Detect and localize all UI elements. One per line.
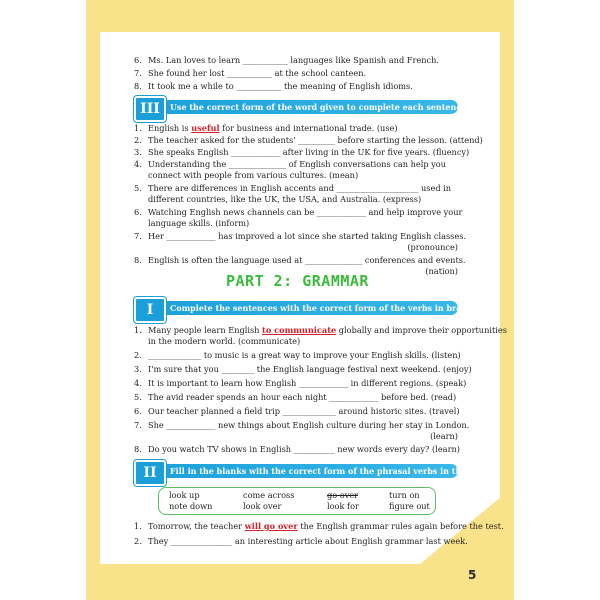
word-box-item: look for [327, 501, 359, 511]
word-box-item: look over [243, 501, 282, 511]
list-item: 5. There are differences in English accents and ____________________ used in [134, 183, 452, 193]
left-band [86, 0, 100, 600]
list-item: 3. I'm sure that you ________ the English language festival next weekend. (enjoy) [134, 364, 472, 374]
section-header-iii [134, 100, 470, 117]
page-number: 5 [468, 568, 477, 582]
list-item: 2. They _______________ an interesting article about English grammar last week. [134, 536, 468, 546]
list-item: 3. She speaks English ____________ after living in the UK for five years. (fluency) [134, 147, 470, 157]
word-box-item: come across [243, 490, 295, 500]
list-item-continuation: in the modern world. (communicate) [148, 336, 301, 346]
word-box-item-used: go over [327, 490, 359, 500]
list-item: 2. The teacher asked for the students' _________ before starting the lesson. (attend) [134, 135, 483, 145]
word-box-item: turn on [389, 490, 420, 500]
section-number: III [134, 96, 166, 122]
part-title: PART 2: GRAMMAR [226, 272, 369, 290]
section-number: II [134, 460, 166, 486]
bottom-band [86, 564, 514, 600]
list-item-continuation: different countries, like the UK, the USA, and Australia. (express) [148, 194, 422, 204]
example-answer: will go over [244, 521, 298, 531]
list-item: 7. Her ____________ has improved a lot since she started taking English classes. [134, 231, 467, 241]
section-instruction: Fill in the blanks with the correct form of the phrasal verbs in the box. [170, 466, 488, 476]
list-item-continuation: connect with people from various cultures. (mean) [148, 170, 359, 180]
list-item: 7. She ____________ new things about English culture during her stay in London. [134, 420, 470, 430]
section-header-ii [134, 464, 488, 481]
list-item: 1. English is useful for business and international trade. (use) [134, 123, 398, 133]
list-item: 2. _____________ to music is a great way to improve your English skills. (listen) [134, 350, 461, 360]
list-item: 6. Our teacher planned a field trip _____________ around historic sites. (travel) [134, 406, 460, 416]
section-instruction: Use the correct form of the word given to complete each sentence. [170, 102, 470, 112]
list-item: 7. She found her lost ___________ at the school canteen. [134, 68, 367, 78]
section-number: I [134, 297, 166, 323]
word-box-item: note down [169, 501, 213, 511]
list-item: 1. Tomorrow, the teacher will go over the English grammar rules again before the test. [134, 521, 504, 531]
list-item: 5. The avid reader spends an hour each night ____________ before bed. (read) [134, 392, 457, 402]
list-item-hint: (learn) [430, 431, 458, 441]
list-item: 4. Understanding the ______________ of English conversations can help you [134, 159, 447, 169]
list-item: 8. Do you watch TV shows in English __________ new words every day? (learn) [134, 444, 460, 454]
section-instruction: Complete the sentences with the correct form of the verbs in brackets. [170, 303, 488, 313]
list-item-hint: (pronounce) [407, 242, 458, 252]
list-item: 4. It is important to learn how English ____________ in different regions. (speak) [134, 378, 467, 388]
list-item: 1. Many people learn English to communicate globally and improve their opportunities [134, 325, 507, 335]
section-header-i [134, 301, 488, 318]
example-answer: to communicate [262, 325, 337, 335]
list-item: 6. Watching English news channels can be ____________ and help improve your [134, 207, 463, 217]
word-box [158, 487, 436, 515]
list-item-hint: (nation) [425, 266, 458, 276]
list-item-continuation: language skills. (inform) [148, 218, 250, 228]
example-answer: useful [191, 123, 220, 133]
list-item: 8. It took me a while to ___________ the meaning of English idioms. [134, 81, 413, 91]
list-item: 8. English is often the language used at ______________ conferences and events. [134, 255, 466, 265]
top-band [86, 0, 514, 32]
word-box-item: look up [169, 490, 200, 500]
list-item: 6. Ms. Lan loves to learn ___________ languages like Spanish and French. [134, 55, 439, 65]
word-box-item: figure out [389, 501, 430, 511]
